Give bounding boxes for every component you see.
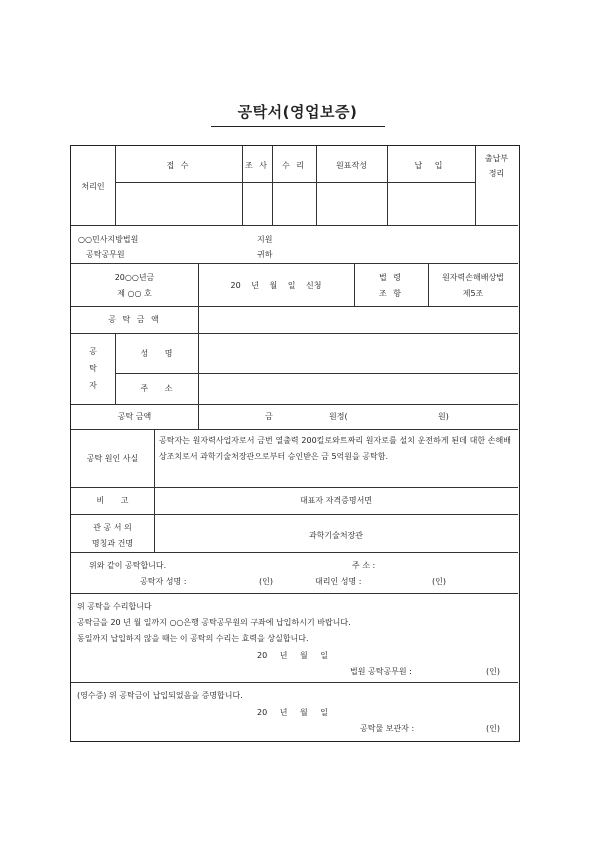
law-value-2: 제5조 [462,289,484,298]
title-underline [211,126,385,127]
depositor-name-label: 성 명 [140,349,173,358]
col-divider [242,146,243,225]
amount-label-2: 공탁 금액 [117,412,152,421]
cause-label: 공탁 원인 사실 [86,454,139,463]
depositor-char-3: 자 [89,381,97,390]
office-label-2: 명칭과 건명 [91,539,134,548]
declaration-address: 주 소 : [352,561,376,570]
row-divider [71,404,518,405]
col-divider [316,146,317,225]
receipt-date: 20 년 월 일 [257,708,328,717]
depositor-name-line: 공탁자 성명 : [140,577,187,586]
col-divider [115,146,116,225]
row-divider [71,682,518,683]
receipt-line: (영수증) 위 공탁금이 납입되었음을 증명합니다. [77,691,243,700]
agent-seal: (인) [432,577,446,586]
row-divider [71,429,518,430]
addressee-label: 귀하 [257,250,273,259]
col-divider [428,263,429,306]
organize-label: 정리 [488,169,505,178]
remarks-label: 비 고 [96,496,129,505]
cause-text: 공탁자는 원자력사업자로서 금번 열출력 200킬로와트짜리 원자로를 설치 운전하게 된데 대한 손해배상조치로서 과학기술처장관으로부터 승인받은 금 5억원을 공탁함. [159,436,511,461]
acceptance-seal: (인) [486,667,500,676]
row-divider [71,333,518,334]
depositor-char-2: 탁 [89,364,97,373]
law-label-1: 법 령 [379,273,403,282]
survey-label: 조 사 [245,161,269,170]
row-divider [71,306,518,307]
row-divider [115,373,518,374]
acceptance-label: 수 리 [282,161,306,170]
reception-label: 접 수 [166,161,191,170]
office-label-1: 관 공 서 의 [93,523,132,532]
col-divider [198,404,199,429]
case-year: 20○○년금 [114,273,155,282]
depositor-address-label: 주 소 [140,384,173,393]
amount-won-prefix: 금 [265,412,273,421]
amount-won-main: 원정( [329,412,348,421]
acceptance-line-2: 공탁금을 20 년 월 일까지 ○○은행 공탁공무원의 구좌에 납입하시기 바랍니다. [77,618,351,627]
acceptance-line-1: 위 공탁을 수리합니다 [77,602,152,611]
apply-date: 20 년 월 일 신청 [230,281,322,290]
payment-label: 납 입 [414,161,448,170]
branch-label: 지원 [257,235,273,244]
remarks-value: 대표자 자격증명서면 [299,496,373,505]
page-title: 공탁서(영업보증) [237,103,358,121]
officer-label: 공탁공무원 [86,250,125,259]
row-divider [71,263,518,264]
col-divider [272,146,273,225]
office-value: 과학기술처장관 [308,531,364,540]
deposit-form [70,145,520,742]
amount-won-end: 원) [438,412,449,421]
row-divider [71,225,518,226]
declaration-line: 위와 같이 공탁합니다. [89,561,167,570]
receipt-keeper: 공탁물 보관자 : [360,724,415,733]
acceptance-date: 20 년 월 일 [257,651,328,660]
amount-label-1: 공 탁 금 액 [108,315,161,324]
case-number: 제 ○○ 호 [117,289,152,298]
depositor-seal: (인) [259,577,273,586]
acceptance-line-3: 동일까지 납입하지 않을 때는 이 공탁의 수리는 효력을 상실합니다. [77,634,309,643]
col-divider [387,146,388,225]
law-value-1: 원자력손해배상법 [442,273,504,282]
row-divider [71,487,518,488]
law-label-2: 조 항 [379,289,403,298]
row-divider [115,182,475,183]
court-name: ○○민사지방법원 [78,235,139,244]
acceptance-officer: 법원 공탁공무원 : [350,667,412,676]
ledger-label: 원표작성 [336,161,367,170]
out-payment-label: 출납부 [484,154,509,163]
col-divider [198,333,199,404]
row-divider [71,552,518,553]
row-divider [71,593,518,594]
col-divider [354,263,355,306]
processor-label: 처리인 [81,182,105,191]
row-divider [71,514,518,515]
receipt-seal: (인) [486,724,500,733]
agent-name-line: 대리인 성명 : [315,577,362,586]
depositor-char-1: 공 [89,347,97,356]
col-divider [198,306,199,333]
